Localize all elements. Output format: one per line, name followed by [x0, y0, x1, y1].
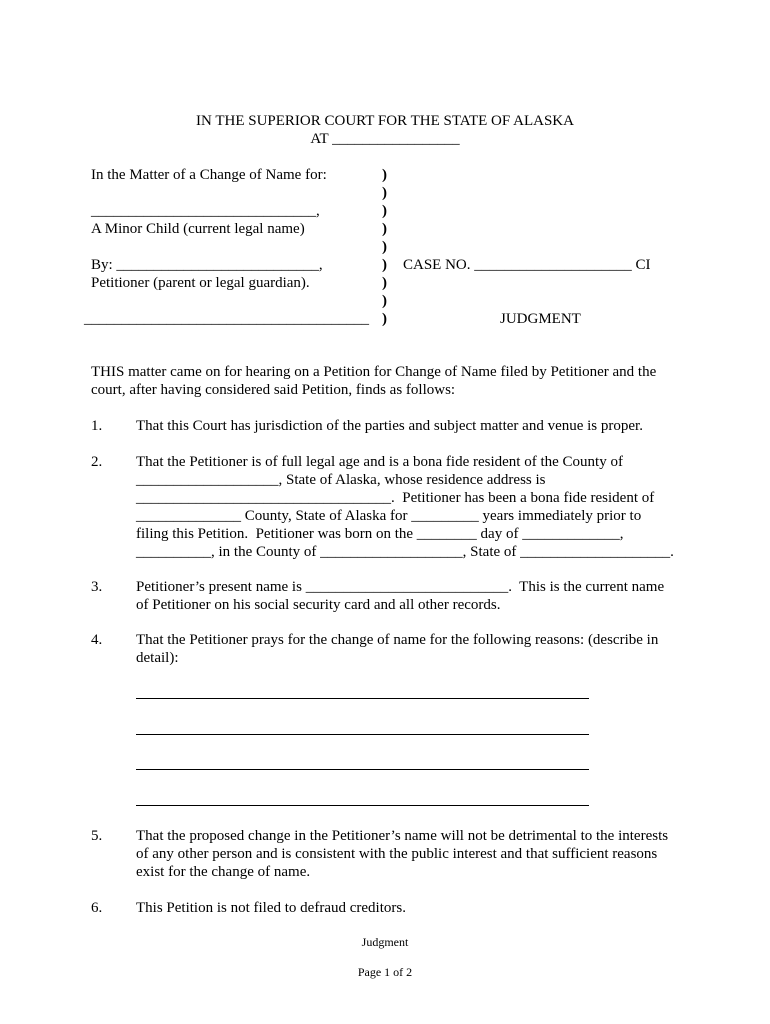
item-number: 6.	[91, 900, 103, 916]
item-5-line: That the proposed change in the Petitioner’s name will not be detrimental to the interests	[136, 828, 669, 844]
item-number: 2.	[91, 454, 103, 470]
document-title: JUDGMENT	[500, 311, 581, 327]
case-number-line: CASE NO. _____________________ CI	[403, 257, 651, 273]
minor-name-blank: ______________________________,	[91, 203, 320, 219]
matter-label: In the Matter of a Change of Name for:	[91, 167, 327, 183]
item-number: 4.	[91, 632, 103, 648]
by-line: By: ___________________________,	[91, 257, 323, 273]
reason-blank-line[interactable]	[136, 734, 589, 735]
item-2-line: ______________ County, State of Alaska for _________ years immediately prior to	[136, 508, 642, 524]
item-2-line: ___________________, State of Alaska, whose residence address is	[136, 472, 546, 488]
item-6-line: This Petition is not filed to defraud creditors.	[136, 900, 406, 916]
caption-bottom-blank: ______________________________________	[84, 311, 369, 327]
intro-paragraph: THIS matter came on for hearing on a Petition for Change of Name filed by Petitioner and the court, after having considered said Petition, finds as follows:	[91, 364, 657, 398]
item-2-line: __________, in the County of ___________________, State of ____________________.	[136, 544, 674, 560]
item-2-line: That the Petitioner is of full legal age and is a bona fide resident of the County of	[136, 454, 623, 470]
court-heading: IN THE SUPERIOR COURT FOR THE STATE OF ALASKA	[196, 113, 574, 129]
minor-child-label: A Minor Child (current legal name)	[91, 221, 305, 237]
reason-blank-line[interactable]	[136, 805, 589, 806]
item-4-line: That the Petitioner prays for the change of name for the following reasons: (describe in	[136, 632, 659, 648]
item-3-line: Petitioner’s present name is ___________________________. This is the current name	[136, 579, 665, 595]
reason-blank-line[interactable]	[136, 698, 589, 699]
item-4-line: detail):	[136, 650, 179, 666]
page-number: Page 1 of 2	[357, 965, 413, 979]
caption-paren: )	[382, 293, 387, 309]
item-2-line: filing this Petition. Petitioner was born on the ________ day of _____________,	[136, 526, 624, 542]
caption-paren: )	[382, 221, 387, 237]
caption-paren: )	[382, 185, 387, 201]
petitioner-label: Petitioner (parent or legal guardian).	[91, 275, 310, 291]
item-2-line: __________________________________. Petitioner has been a bona fide resident of	[136, 490, 655, 506]
caption-paren: )	[382, 275, 387, 291]
item-5-line: of any other person and is consistent with the public interest and that sufficient reasons	[136, 846, 658, 862]
caption-paren: )	[382, 239, 387, 255]
item-number: 5.	[91, 828, 103, 844]
item-3-line: of Petitioner on his social security card and all other records.	[136, 597, 501, 613]
caption-paren: )	[382, 203, 387, 219]
caption-paren: )	[382, 257, 387, 273]
footer-document-label: Judgment	[361, 935, 409, 949]
item-1-line: That this Court has jurisdiction of the parties and subject matter and venue is proper.	[136, 418, 643, 434]
court-location-line: AT _________________	[310, 131, 460, 147]
item-number: 1.	[91, 418, 103, 434]
caption-paren: )	[382, 167, 387, 183]
item-5-line: exist for the change of name.	[136, 864, 311, 880]
reason-blank-line[interactable]	[136, 769, 589, 770]
item-number: 3.	[91, 579, 103, 595]
caption-paren: )	[382, 311, 387, 327]
